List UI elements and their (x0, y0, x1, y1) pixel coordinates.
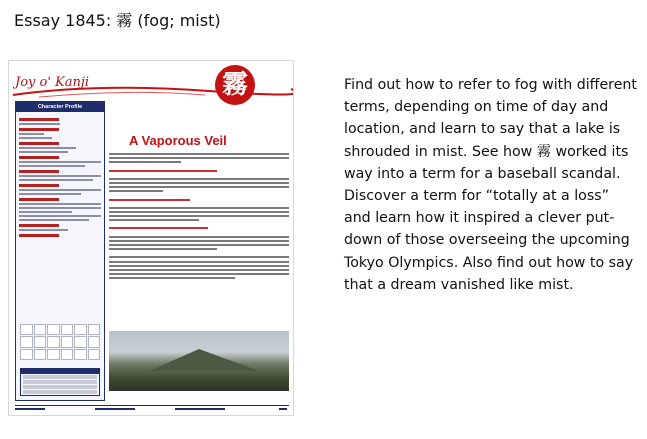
character-profile-sidebar (15, 101, 105, 401)
reference-table (20, 368, 100, 396)
misty-lake-photo (109, 331, 289, 391)
sidebar-title: Character Profile (16, 102, 104, 112)
article-title: A Vaporous Veil (129, 133, 227, 148)
essay-title: Essay 1845: 霧 (fog; mist) (14, 11, 221, 30)
stroke-order-grid (20, 324, 100, 360)
newsletter-thumbnail (8, 60, 294, 416)
newsletter-footer (15, 405, 289, 411)
sidebar-body (16, 112, 104, 237)
essay-description: Find out how to refer to fog with different terms, depending on time of day and location, and learn to say that a lake is shrouded in mist. See how 霧 worked its way into a term for a baseball scandal. Discover a term for “totally at a loss” and learn how it inspired a clever put-down of those overseeing the upcoming Tokyo Olympics. Also find out how to say that a dream vanished like mist. (344, 77, 637, 293)
newsletter-brand: Joy o' Kanji (15, 75, 90, 90)
article-body-text (109, 153, 289, 282)
kanji-emblem: 霧 (215, 65, 255, 105)
